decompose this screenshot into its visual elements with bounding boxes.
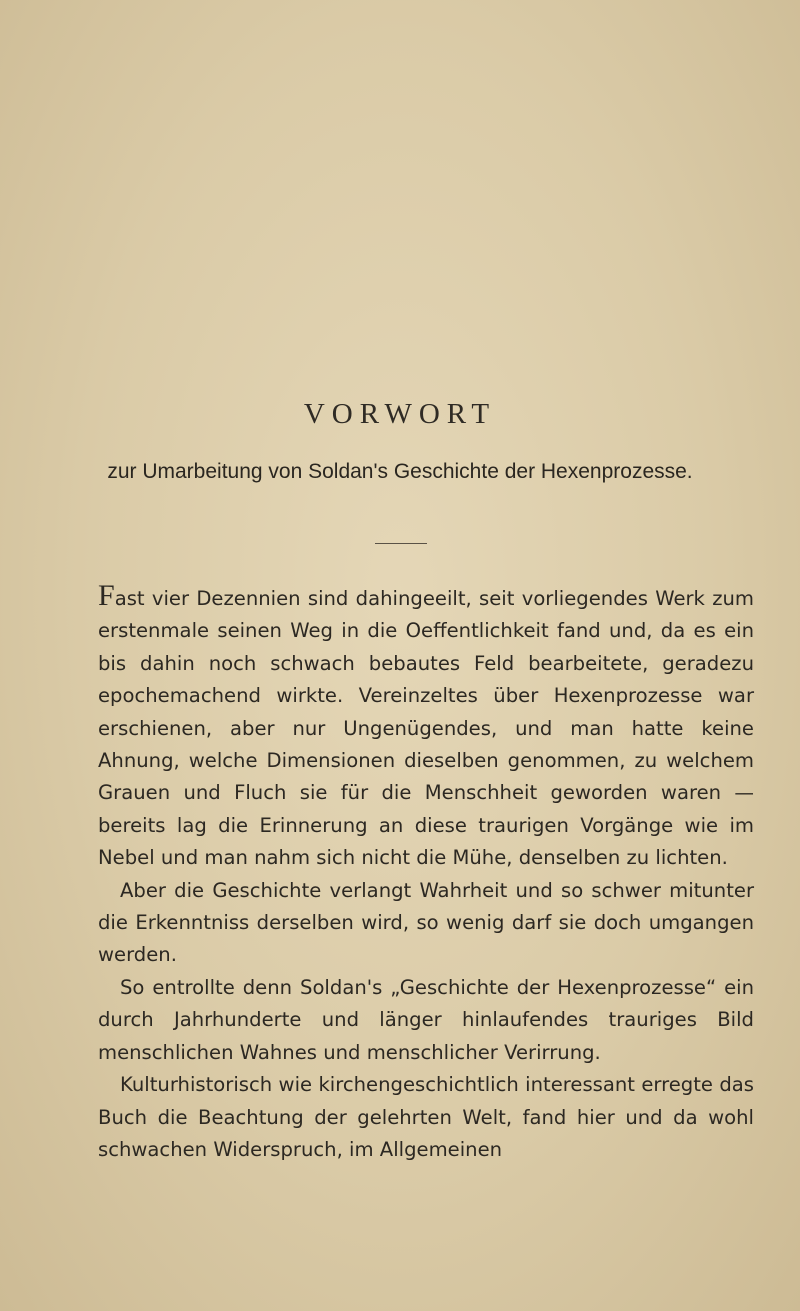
divider-rule (375, 543, 427, 544)
paragraph-1 (98, 579, 754, 875)
paragraph-2: Aber die Geschichte verlangt Wahrheit und so schwer mitunter die Erkenntniss derselben wird, so wenig darf sie doch umgangen werden. (98, 878, 754, 967)
page-title: VORWORT (303, 398, 497, 430)
paragraph-4: Kulturhistorisch wie kirchengeschichtlich interessant erregte das Buch die Beachtung der gelehrten Welt, fand hier und da wohl schwachen Widerspruch, im Allgemeinen (98, 1073, 754, 1161)
paragraph-1-text: ast vier Dezennien sind dahingeeilt, seit vorliegendes Werk zum erstenmale seinen Weg in die Oeffentlichkeit fand und, da es ein bis dahin noch schwach bebautes Feld bearbeitete, geradezu epochemachend wirkte. Vereinzeltes über Hexenprozesse war erschienen, aber nur Ungenügendes, und man hatte keine Ahnung, welche Dimensionen dieselben genommen, zu welchem Grauen und Fluch sie für die Menschheit geworden waren — bereits lag die Erinnerung an diese traurigen Vorgänge wie im Nebel und man nahm sich nicht die Mühe, denselben zu lichten. (98, 587, 754, 870)
page-subtitle: zur Umarbeitung von Soldan's Geschichte der Hexenprozesse. (107, 460, 693, 483)
paragraph-3: So entrollte denn Soldan's „Geschichte der Hexenprozesse“ ein durch Jahrhunderte und länger hinlaufendes trauriges Bild menschlichen Wahnes und menschlicher Verirrung. (98, 975, 754, 1064)
drop-cap: F (98, 579, 115, 612)
body-text (98, 579, 754, 1166)
